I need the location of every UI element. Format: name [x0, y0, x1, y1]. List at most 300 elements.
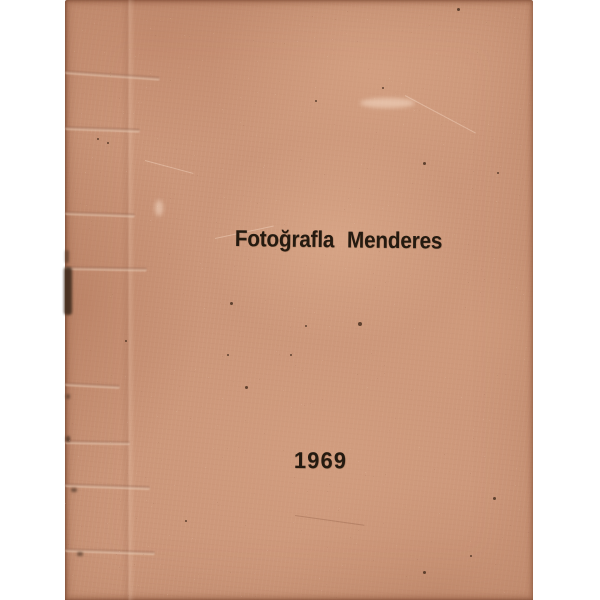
grain-dot [284, 43, 285, 44]
grain-dot [367, 168, 368, 169]
grain-dot [314, 312, 315, 313]
grain-dot [97, 381, 98, 382]
grain-dot [423, 479, 424, 480]
grain-dot [74, 51, 75, 52]
grain-dot [74, 462, 75, 463]
grain-dot [69, 440, 70, 441]
grain-dot [170, 198, 171, 199]
grain-dot [484, 279, 485, 280]
grain-dot [273, 42, 274, 43]
grain-dot [350, 204, 351, 205]
grain-dot [194, 371, 195, 372]
grain-dot [526, 347, 527, 348]
grain-dot [519, 195, 520, 196]
grain-dot [350, 449, 351, 450]
grain-dot [263, 198, 264, 199]
paper-crease [65, 440, 130, 445]
grain-dot [146, 500, 147, 501]
spine-mark [66, 436, 70, 442]
spine-mark [66, 394, 70, 399]
grain-dot [502, 537, 503, 538]
grain-dot [397, 194, 398, 195]
book-cover [65, 0, 533, 600]
grain-dot [143, 142, 144, 143]
grain-dot [376, 132, 377, 133]
grain-dot [148, 546, 149, 547]
grain-dot [157, 206, 158, 207]
grain-dot [301, 112, 302, 113]
grain-dot [473, 429, 474, 430]
grain-dot [332, 39, 333, 40]
grain-dot [312, 16, 313, 17]
grain-dot [443, 144, 444, 145]
grain-dot [497, 375, 498, 376]
grain-dot [518, 456, 519, 457]
grain-dot [254, 493, 255, 494]
grain-dot [468, 244, 469, 245]
grain-dot [183, 293, 184, 294]
grain-dot [104, 52, 105, 53]
grain-dot [386, 549, 387, 550]
grain-dot [257, 61, 258, 62]
grain-dot [158, 442, 159, 443]
grain-dot [86, 205, 87, 206]
grain-dot [174, 194, 175, 195]
grain-dot [493, 481, 494, 482]
grain-dot [222, 457, 223, 458]
grain-dot [373, 560, 374, 561]
grain-dot [329, 317, 330, 318]
grain-dot [157, 416, 158, 417]
grain-dot [320, 265, 321, 266]
grain-dot [143, 554, 144, 555]
grain-dot [167, 594, 168, 595]
grain-dot [514, 17, 515, 18]
grain-dot [324, 174, 325, 175]
grain-dot [127, 422, 128, 423]
grain-dot [315, 87, 316, 88]
grain-dot [194, 155, 195, 156]
grain-dot [368, 360, 369, 361]
paper-speck [382, 87, 384, 89]
grain-dot [389, 78, 390, 79]
grain-dot [419, 447, 420, 448]
grain-dot [488, 124, 489, 125]
grain-dot [303, 204, 304, 205]
paper-speck [423, 571, 426, 574]
grain-dot [441, 124, 442, 125]
grain-dot [68, 436, 69, 437]
grain-dot [175, 578, 176, 579]
grain-dot [484, 160, 485, 161]
grain-dot [389, 274, 390, 275]
grain-dot [290, 327, 291, 328]
grain-dot [110, 296, 111, 297]
grain-dot [449, 471, 450, 472]
grain-dot [374, 98, 375, 99]
paper-speck [227, 354, 229, 356]
grain-dot [472, 188, 473, 189]
grain-dot [240, 122, 241, 123]
grain-dot [301, 530, 302, 531]
grain-dot [239, 332, 240, 333]
grain-dot [255, 596, 256, 597]
grain-dot [466, 217, 467, 218]
grain-dot [423, 88, 424, 89]
grain-dot [162, 159, 163, 160]
paper-speck [290, 354, 292, 356]
grain-dot [322, 360, 323, 361]
grain-dot [119, 567, 120, 568]
grain-dot [259, 379, 260, 380]
paper-scratch [295, 515, 364, 526]
paper-speck [185, 520, 187, 522]
grain-dot [344, 209, 345, 210]
grain-dot [107, 523, 108, 524]
grain-dot [82, 30, 83, 31]
grain-dot [346, 33, 347, 34]
grain-dot [176, 218, 177, 219]
grain-dot [176, 149, 177, 150]
grain-dot [275, 94, 276, 95]
grain-dot [128, 595, 129, 596]
grain-dot [94, 23, 95, 24]
grain-dot [401, 334, 402, 335]
paper-speck [497, 172, 499, 174]
grain-dot [470, 541, 471, 542]
paper-speck [245, 386, 248, 389]
grain-dot [481, 269, 482, 270]
grain-dot [412, 183, 413, 184]
grain-dot [385, 474, 386, 475]
paper-speck [315, 100, 317, 102]
grain-dot [529, 103, 530, 104]
grain-dot [217, 502, 218, 503]
grain-dot [269, 326, 270, 327]
grain-dot [429, 25, 430, 26]
grain-dot [75, 191, 76, 192]
grain-dot [243, 370, 244, 371]
grain-dot [220, 302, 221, 303]
grain-dot [146, 20, 147, 21]
grain-dot [188, 485, 189, 486]
grain-dot [504, 592, 505, 593]
paper-crease [65, 382, 120, 389]
grain-dot [179, 386, 180, 387]
grain-dot [240, 97, 241, 98]
grain-dot [119, 551, 120, 552]
grain-dot [283, 390, 284, 391]
grain-dot [373, 273, 374, 274]
grain-dot [238, 447, 239, 448]
grain-dot [314, 37, 315, 38]
grain-dot [395, 418, 396, 419]
grain-dot [92, 157, 93, 158]
grain-dot [492, 139, 493, 140]
grain-dot [383, 523, 384, 524]
grain-dot [484, 456, 485, 457]
grain-dot [222, 356, 223, 357]
grain-dot [138, 102, 139, 103]
grain-dot [235, 359, 236, 360]
grain-dot [188, 67, 189, 68]
grain-dot [326, 584, 327, 585]
grain-dot [473, 152, 474, 153]
grain-dot [411, 390, 412, 391]
grain-dot [385, 282, 386, 283]
paper-speck [230, 302, 233, 305]
grain-dot [72, 575, 73, 576]
grain-dot [329, 570, 330, 571]
paper-crease [65, 70, 160, 81]
grain-dot [89, 228, 90, 229]
grain-dot [424, 0, 425, 1]
grain-dot [243, 195, 244, 196]
grain-dot [310, 403, 311, 404]
grain-dot [68, 544, 69, 545]
grain-dot [329, 484, 330, 485]
grain-dot [489, 420, 490, 421]
paper-dent [155, 200, 163, 216]
grain-dot [495, 248, 496, 249]
grain-dot [181, 167, 182, 168]
paper-speck [423, 162, 426, 165]
grain-dot [151, 396, 152, 397]
grain-dot [356, 543, 357, 544]
grain-dot [375, 287, 376, 288]
grain-dot [302, 370, 303, 371]
grain-dot [367, 19, 368, 20]
grain-dot [255, 473, 256, 474]
grain-dot [519, 509, 520, 510]
grain-dot [367, 387, 368, 388]
grain-dot [85, 172, 86, 173]
grain-dot [292, 353, 293, 354]
grain-dot [241, 596, 242, 597]
grain-dot [409, 513, 410, 514]
grain-dot [327, 547, 328, 548]
grain-dot [91, 221, 92, 222]
grain-dot [470, 473, 471, 474]
grain-dot [372, 360, 373, 361]
grain-dot [520, 108, 521, 109]
paper-speck [125, 340, 127, 342]
grain-dot [365, 475, 366, 476]
grain-dot [329, 326, 330, 327]
grain-dot [233, 381, 234, 382]
grain-dot [217, 425, 218, 426]
grain-dot [141, 391, 142, 392]
grain-dot [391, 81, 392, 82]
grain-dot [403, 124, 404, 125]
grain-dot [319, 578, 320, 579]
grain-dot [483, 419, 484, 420]
grain-dot [350, 537, 351, 538]
grain-dot [291, 407, 292, 408]
grain-dot [327, 491, 328, 492]
grain-dot [200, 263, 201, 264]
grain-dot [389, 430, 390, 431]
grain-dot [382, 208, 383, 209]
grain-dot [399, 309, 400, 310]
grain-dot [396, 545, 397, 546]
grain-dot [373, 147, 374, 148]
grain-dot [465, 307, 466, 308]
grain-dot [176, 411, 177, 412]
grain-dot [357, 374, 358, 375]
grain-dot [496, 201, 497, 202]
grain-dot [464, 121, 465, 122]
paper-crease [65, 266, 147, 271]
grain-dot [455, 30, 456, 31]
grain-dot [195, 369, 196, 370]
grain-dot [141, 102, 142, 103]
grain-dot [120, 501, 121, 502]
grain-dot [72, 423, 73, 424]
grain-dot [279, 354, 280, 355]
grain-dot [313, 180, 314, 181]
paper-speck [457, 8, 460, 11]
grain-dot [484, 394, 485, 395]
grain-dot [169, 535, 170, 536]
grain-dot [516, 287, 517, 288]
paper-speck [107, 142, 109, 144]
grain-dot [168, 465, 169, 466]
grain-dot [471, 527, 472, 528]
grain-dot [112, 294, 113, 295]
grain-dot [136, 473, 137, 474]
grain-dot [414, 328, 415, 329]
grain-dot [477, 52, 478, 53]
grain-dot [119, 498, 120, 499]
grain-dot [104, 271, 105, 272]
grain-dot [224, 197, 225, 198]
grain-dot [126, 171, 127, 172]
grain-dot [524, 359, 525, 360]
grain-dot [301, 404, 302, 405]
grain-dot [301, 159, 302, 160]
grain-dot [468, 282, 469, 283]
grain-dot [81, 113, 82, 114]
grain-dot [119, 98, 120, 99]
grain-dot [401, 83, 402, 84]
grain-dot [444, 454, 445, 455]
grain-dot [174, 370, 175, 371]
grain-dot [234, 266, 235, 267]
grain-dot [525, 81, 526, 82]
grain-dot [366, 261, 367, 262]
grain-dot [245, 450, 246, 451]
grain-dot [150, 28, 151, 29]
grain-dot [200, 164, 201, 165]
grain-dot [267, 550, 268, 551]
grain-dot [189, 36, 190, 37]
grain-dot [127, 473, 128, 474]
grain-dot [419, 110, 420, 111]
grain-dot [495, 564, 496, 565]
grain-dot [414, 110, 415, 111]
grain-dot [213, 448, 214, 449]
grain-dot [160, 564, 161, 565]
grain-dot [134, 564, 135, 565]
grain-dot [155, 35, 156, 36]
spine-mark [77, 552, 83, 556]
grain-dot [197, 175, 198, 176]
grain-dot [116, 554, 117, 555]
grain-dot [295, 365, 296, 366]
grain-dot [522, 178, 523, 179]
grain-dot [286, 292, 287, 293]
grain-dot [299, 24, 300, 25]
grain-dot [153, 503, 154, 504]
grain-dot [295, 493, 296, 494]
grain-dot [291, 465, 292, 466]
grain-dot [488, 0, 489, 1]
grain-dot [257, 203, 258, 204]
grain-dot [494, 312, 495, 313]
spine-mark [65, 250, 69, 263]
grain-dot [417, 559, 418, 560]
grain-dot [132, 163, 133, 164]
grain-dot [354, 223, 355, 224]
grain-dot [90, 350, 91, 351]
grain-dot [348, 198, 349, 199]
grain-dot [160, 20, 161, 21]
grain-dot [345, 268, 346, 269]
grain-dot [377, 378, 378, 379]
grain-dot [129, 49, 130, 50]
grain-dot [169, 254, 170, 255]
grain-dot [157, 138, 158, 139]
grain-dot [135, 56, 136, 57]
grain-dot [358, 530, 359, 531]
grain-dot [151, 506, 152, 507]
grain-dot [146, 314, 147, 315]
grain-dot [150, 220, 151, 221]
grain-dot [253, 40, 254, 41]
grain-dot [297, 41, 298, 42]
grain-dot [110, 75, 111, 76]
grain-dot [110, 72, 111, 73]
grain-dot [86, 339, 87, 340]
cover-title: Fotoğrafla Menderes [234, 225, 443, 254]
grain-dot [139, 53, 140, 54]
grain-dot [100, 172, 101, 173]
grain-dot [236, 161, 237, 162]
paper-speck [305, 325, 307, 327]
grain-dot [434, 469, 435, 470]
grain-dot [455, 408, 456, 409]
paper-speck [493, 497, 496, 500]
grain-dot [194, 579, 195, 580]
grain-dot [342, 565, 343, 566]
grain-dot [409, 171, 410, 172]
grain-dot [160, 309, 161, 310]
grain-dot [327, 56, 328, 57]
grain-dot [276, 351, 277, 352]
grain-dot [116, 9, 117, 10]
grain-dot [219, 104, 220, 105]
grain-dot [359, 188, 360, 189]
grain-dot [150, 73, 151, 74]
grain-dot [294, 477, 295, 478]
grain-dot [138, 585, 139, 586]
grain-dot [383, 484, 384, 485]
grain-dot [361, 164, 362, 165]
grain-dot [354, 360, 355, 361]
grain-dot [245, 420, 246, 421]
grain-dot [335, 19, 336, 20]
